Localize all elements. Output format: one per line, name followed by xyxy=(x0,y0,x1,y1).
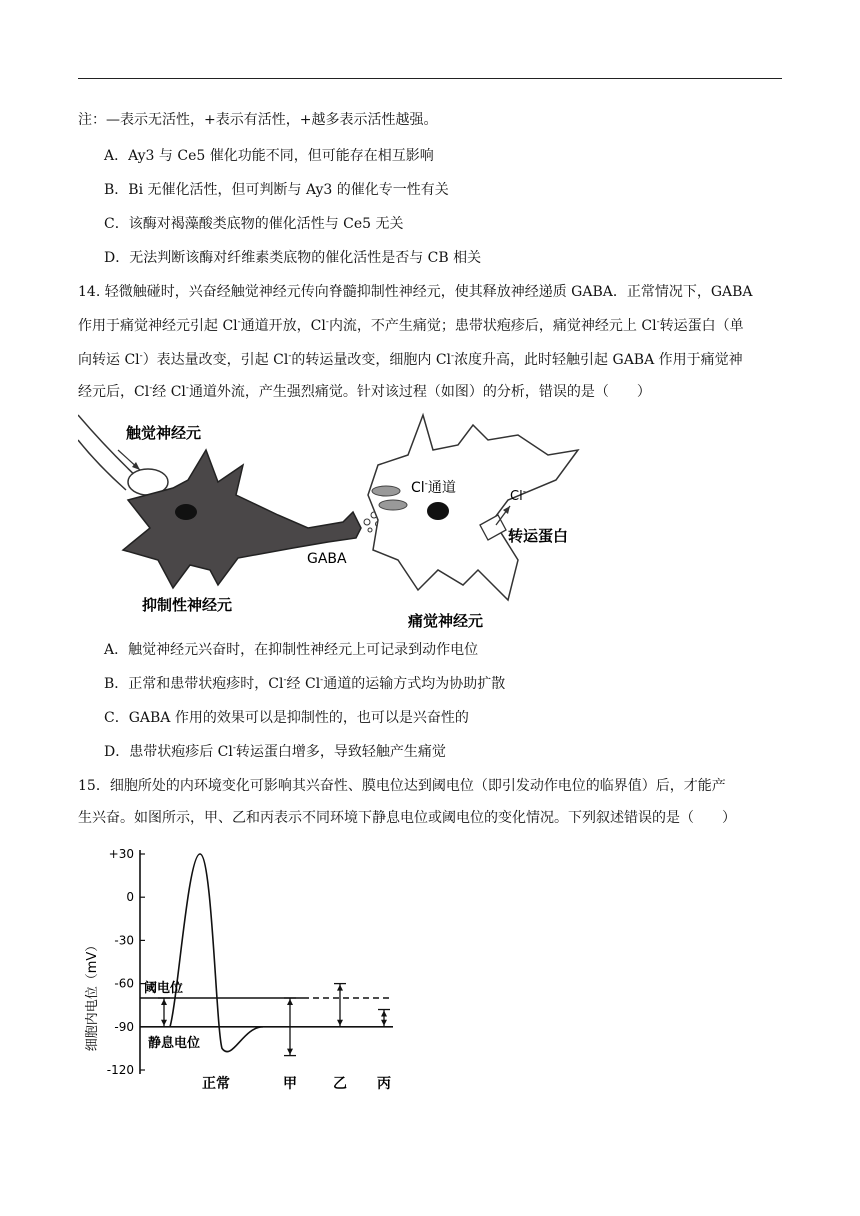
neuron-figure xyxy=(78,410,598,635)
y-tick-label: 0 xyxy=(126,890,134,905)
inhibitory-nucleus xyxy=(175,504,197,520)
gap-case-1-head-top xyxy=(287,999,293,1005)
x-category-label: 正常 xyxy=(202,1076,230,1092)
label-cl-channel: Cl-通道 xyxy=(411,479,456,496)
q14-option-c: C．GABA 作用的效果可以是抑制性的，也可以是兴奋性的 xyxy=(104,710,469,726)
q13-option-a: A．Ay3 与 Ce5 催化功能不同，但可能存在相互影响 xyxy=(104,148,434,164)
gap-case-2-head-bottom xyxy=(337,1020,343,1026)
cl-channel-upper xyxy=(372,486,400,496)
gap-case-3-head-bottom xyxy=(381,1020,387,1026)
chart-ylabel: 细胞内电位（mV） xyxy=(85,938,100,1052)
label-touch-neuron: 触觉神经元 xyxy=(126,424,202,442)
cl-arrowhead-icon xyxy=(503,506,510,514)
action-potential-curve xyxy=(170,854,263,1052)
q14-option-b: B．正常和患带状疱疹时，Cl-经 Cl-通道的运输方式均为协助扩散 xyxy=(104,675,506,692)
q15-stem-line1: 15．细胞所处的内环境变化可影响其兴奋性、膜电位达到阈电位（即引发动作电位的临界值）后，才能产 xyxy=(78,778,726,794)
gap-case-2-head-top xyxy=(337,985,343,991)
label-resting: 静息电位 xyxy=(148,1035,201,1051)
touch-axon-lower xyxy=(78,440,126,490)
header-rule xyxy=(78,78,782,79)
x-category-label: 甲 xyxy=(283,1076,297,1092)
x-category-label: 丙 xyxy=(377,1076,391,1092)
q15-stem-line2: 生兴奋。如图所示，甲、乙和丙表示不同环境下静息电位或阈电位的变化情况。下列叙述错误的是（ ） xyxy=(78,810,736,826)
gap-normal-head-top xyxy=(161,999,167,1005)
label-gaba: GABA xyxy=(307,551,347,567)
gap-normal-head-bottom xyxy=(161,1020,167,1026)
q13-option-d: D．无法判断该酶对纤维素类底物的催化活性是否与 CB 相关 xyxy=(104,250,482,266)
y-tick-label: -30 xyxy=(114,933,134,948)
y-tick-labels xyxy=(107,847,134,1077)
gaba-vesicle xyxy=(368,528,372,532)
table-note: 注：—表示无活性，+表示有活性，+越多表示活性越强。 xyxy=(78,112,438,128)
q14-stem-line1: 14. 轻微触碰时，兴奋经触觉神经元传向脊髓抑制性神经元，使其释放神经递质 GABA．正常情况下，GABA xyxy=(78,284,753,300)
y-tick-label: -60 xyxy=(114,976,134,991)
q14-option-a: A．触觉神经元兴奋时，在抑制性神经元上可记录到动作电位 xyxy=(104,642,479,658)
label-threshold: 阈电位 xyxy=(144,981,184,996)
label-pain-neuron: 痛觉神经元 xyxy=(408,612,484,630)
pain-nucleus xyxy=(427,502,449,520)
x-category-label: 乙 xyxy=(333,1076,347,1092)
q14-stem-line2: 作用于痛觉神经元引起 Cl-通道开放，Cl-内流，不产生痛觉；患带状疱疹后，痛觉神经元上 Cl-转运蛋白（单 xyxy=(78,317,744,334)
gap-case-3-head-top xyxy=(381,1011,387,1017)
q13-option-c: C．该酶对褐藻酸类底物的催化活性与 Ce5 无关 xyxy=(104,216,404,232)
y-tick-label: +30 xyxy=(108,847,134,861)
label-inhibitory-neuron: 抑制性神经元 xyxy=(142,596,233,614)
membrane-potential-chart xyxy=(78,840,418,1100)
q13-option-b: B．Bi 无催化活性，但可判断与 Ay3 的催化专一性有关 xyxy=(104,182,449,198)
label-transporter: 转运蛋白 xyxy=(508,527,569,545)
q14-stem-line4: 经元后，Cl-经 Cl-通道外流，产生强烈痛觉。针对该过程（如图）的分析，错误的是（ ） xyxy=(78,383,651,400)
y-tick-label: -120 xyxy=(106,1063,134,1077)
gap-case-1-head-bottom xyxy=(287,1049,293,1055)
x-category-labels xyxy=(202,1075,391,1092)
label-cl-ion: Cl- xyxy=(510,487,526,504)
gaba-vesicle xyxy=(364,519,370,525)
y-tick-label: -90 xyxy=(114,1019,134,1034)
cl-channel-lower xyxy=(379,500,407,510)
q14-option-d: D．患带状疱疹后 Cl-转运蛋白增多，导致轻触产生痛觉 xyxy=(104,743,446,760)
q14-stem-line3: 向转运 Cl-）表达量改变，引起 Cl-的转运量改变，细胞内 Cl-浓度升高，此时轻触引起 GABA 作用于痛觉神 xyxy=(78,351,743,368)
